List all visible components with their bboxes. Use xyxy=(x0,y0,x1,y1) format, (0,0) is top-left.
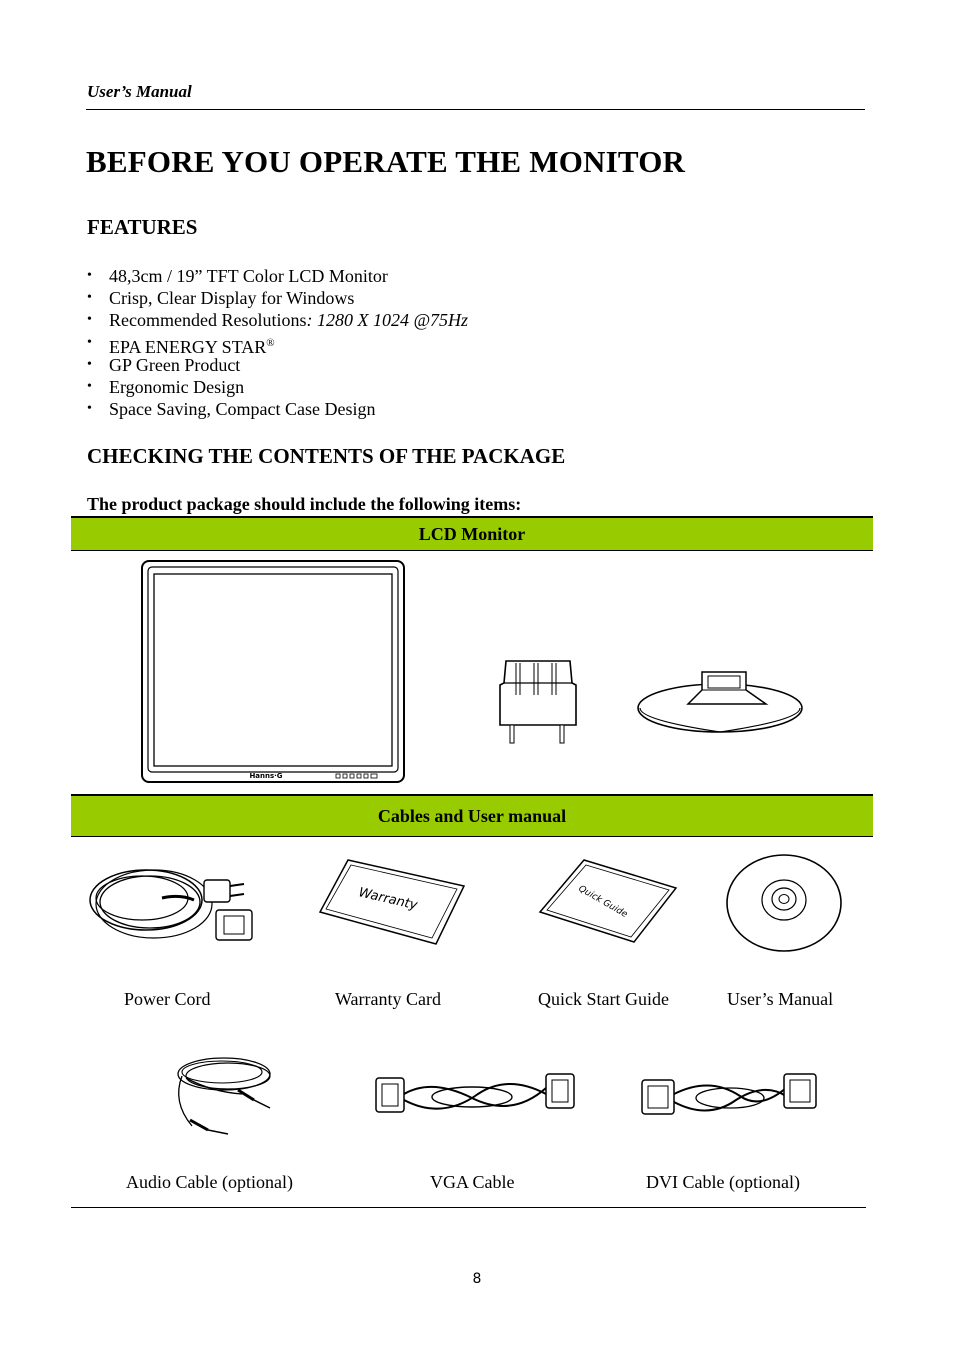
caption-users-manual: User’s Manual xyxy=(727,989,834,1009)
caption-dvi-cable: DVI Cable (optional) xyxy=(646,1172,800,1192)
cd-disc-icon xyxy=(724,852,844,954)
page-number: 8 xyxy=(472,1271,482,1287)
vga-cable-illustration xyxy=(372,1064,578,1128)
band-cables-manual: Cables and User manual xyxy=(71,794,873,837)
stand-neck-illustration xyxy=(496,655,580,745)
audio-cable-illustration xyxy=(152,1052,276,1136)
caption-vga-cable: VGA Cable xyxy=(430,1172,515,1192)
caption-power-cord: Power Cord xyxy=(124,989,211,1009)
warranty-card-label: Warranty xyxy=(357,885,419,914)
header-rule xyxy=(86,109,865,110)
power-cord-illustration xyxy=(84,858,260,950)
list-item: • Recommended Resolutions: 1280 X 1024 @75Hz xyxy=(86,309,468,331)
monitor-illustration xyxy=(138,558,408,786)
dvi-cable-illustration xyxy=(640,1066,818,1126)
band-lcd-monitor: LCD Monitor xyxy=(71,516,873,551)
monitor-brand-logo: Hanns·G xyxy=(249,772,283,780)
list-item: • 48,3cm / 19” TFT Color LCD Monitor xyxy=(86,265,468,287)
caption-audio-cable: Audio Cable (optional) xyxy=(126,1172,293,1192)
caption-quick-start-guide: Quick Start Guide xyxy=(538,989,669,1009)
list-item: • Ergonomic Design xyxy=(86,376,468,398)
caption-warranty-card: Warranty Card xyxy=(335,989,442,1009)
running-header: User’s Manual xyxy=(87,82,192,101)
stand-base-illustration xyxy=(636,664,806,738)
list-item: • EPA ENERGY STAR® xyxy=(86,332,468,354)
list-item: • Space Saving, Compact Case Design xyxy=(86,398,468,420)
features-heading: FEATURES xyxy=(87,215,198,239)
warranty-card-illustration xyxy=(318,856,466,946)
page-title: BEFORE YOU OPERATE THE MONITOR xyxy=(86,144,686,179)
package-heading: CHECKING THE CONTENTS OF THE PACKAGE xyxy=(87,444,566,468)
list-item: • GP Green Product xyxy=(86,354,468,376)
quick-guide-label: Quick Guide xyxy=(576,883,629,920)
features-list xyxy=(86,265,468,420)
list-item: • Crisp, Clear Display for Windows xyxy=(86,287,468,309)
quick-guide-illustration xyxy=(538,856,680,944)
package-intro: The product package should include the following items: xyxy=(87,494,522,514)
table-bottom-rule xyxy=(71,1207,866,1208)
